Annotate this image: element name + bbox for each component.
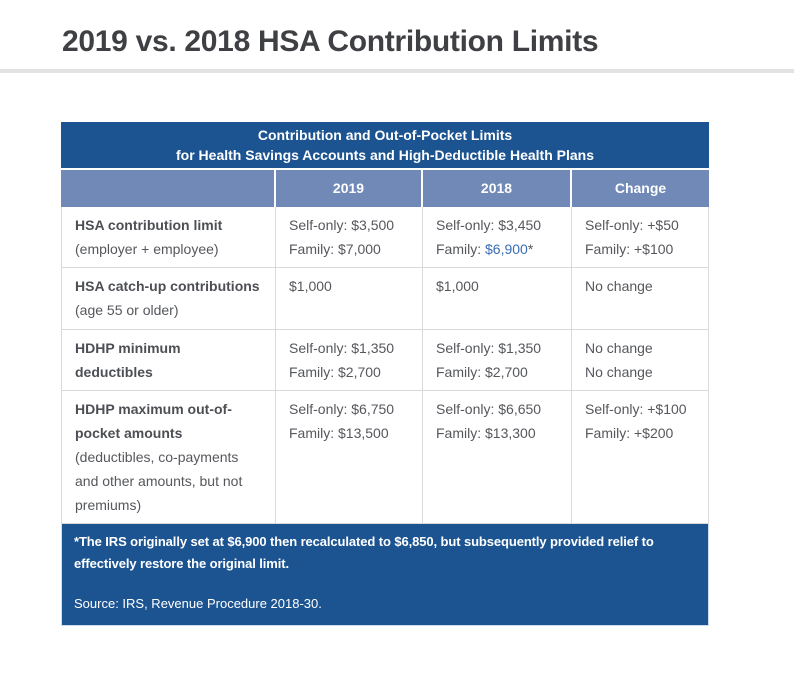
column-header-blank xyxy=(61,170,274,207)
cell-2019: Self-only: $3,500 Family: $7,000 xyxy=(275,207,422,267)
row-label-cell: HDHP minimum deductibles xyxy=(75,340,181,380)
cell-2019: Self-only: $6,750 Family: $13,500 xyxy=(275,391,422,523)
table-footer xyxy=(61,524,709,626)
title-divider xyxy=(0,69,794,73)
column-header-2018: 2018 xyxy=(421,170,570,207)
page-title: 2019 vs. 2018 HSA Contribution Limits xyxy=(62,25,599,58)
6900-amount-link[interactable]: $6,900 xyxy=(485,241,528,257)
table-title xyxy=(61,122,709,168)
cell-2019: $1,000 xyxy=(275,268,422,329)
table-title-line2: for Health Savings Accounts and High-Deductible Health Plans xyxy=(176,147,594,163)
cell-2018: Self-only: $6,650 Family: $13,300 xyxy=(422,391,571,523)
cell-change: No change xyxy=(571,268,710,329)
cell-2018: Self-only: $1,350 Family: $2,700 xyxy=(422,330,571,390)
cell-change: Self-only: +$100 Family: +$200 xyxy=(571,391,710,523)
row-label-cell: HSA contribution limit (employer + employee) xyxy=(75,217,223,257)
cell-2018: $1,000 xyxy=(422,268,571,329)
table-row-hdhp-max-oop xyxy=(61,391,709,524)
cell-change: Self-only: +$50 Family: +$100 xyxy=(571,207,710,267)
table-title-line1: Contribution and Out-of-Pocket Limits xyxy=(257,127,513,143)
cell-2018: Self-only: $3,450 Family: $6,900* xyxy=(422,207,571,267)
family-prefix: Family: xyxy=(436,241,485,257)
footnote-text: *The IRS originally set at $6,900 then recalculated to $6,850, but subsequently provided relief to effectively restore the original limit. xyxy=(74,534,654,571)
footnote-asterisk: * xyxy=(527,241,534,257)
source-text: Source: IRS, Revenue Procedure 2018-30. xyxy=(74,596,322,611)
row-label-cell: HDHP maximum out-of- pocket amounts (deductibles, co-payments and other amounts, but not premiums) xyxy=(75,401,243,513)
table-row-hsa-catch-up xyxy=(61,268,709,330)
column-header-row xyxy=(61,168,709,207)
cell-2019: Self-only: $1,350 Family: $2,700 xyxy=(275,330,422,390)
cell-change: No change No change xyxy=(571,330,710,390)
column-header-2019: 2019 xyxy=(274,170,421,207)
table-row-hdhp-min-deductibles xyxy=(61,330,709,391)
row-label-cell: HSA catch-up contributions (age 55 or older) xyxy=(75,278,260,318)
column-header-change: Change xyxy=(570,170,709,207)
hsa-limits-table xyxy=(61,122,709,626)
table-row-hsa-contribution-limit xyxy=(61,207,709,268)
